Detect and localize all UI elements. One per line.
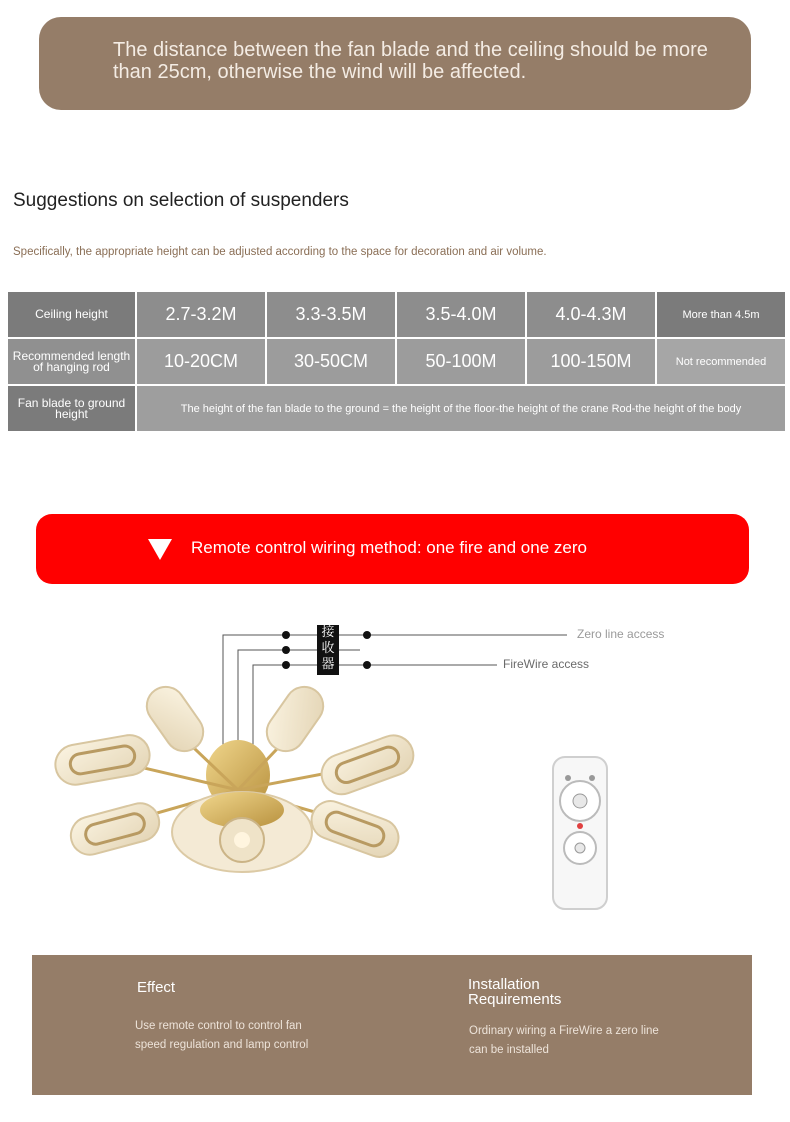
ceiling-height-label: Ceiling height — [7, 291, 136, 338]
table-cell: 10-20CM — [136, 338, 266, 385]
effect-text: Use remote control to control fan speed regulation and lamp control — [135, 1020, 309, 1051]
receiver-box: 接收器 — [317, 625, 339, 675]
zero-line-label: Zero line access — [577, 627, 665, 641]
fan-blade-ground-note: The height of the fan blade to the ground = the height of the floor-the height of the crane Rod-the height of the body — [136, 385, 786, 432]
table-cell: 50-100M — [396, 338, 526, 385]
table-cell: 3.3-3.5M — [266, 291, 396, 338]
hanging-rod-label: Recommended length of hanging rod — [7, 338, 136, 385]
table-cell: Not recommended — [656, 338, 786, 385]
install-title: Installation Requirements — [468, 976, 562, 1008]
table-cell: More than 4.5m — [656, 291, 786, 338]
fan-blade-ground-row — [7, 385, 786, 432]
wiring-diagram — [0, 600, 790, 930]
ceiling-fan-light-icon — [52, 679, 419, 872]
triangle-down-icon — [148, 539, 172, 560]
firewire-label: FireWire access — [503, 657, 590, 671]
effect-title: Effect — [137, 979, 176, 996]
table-cell: 100-150M — [526, 338, 656, 385]
table-cell: 30-50CM — [266, 338, 396, 385]
table-cell: 3.5-4.0M — [396, 291, 526, 338]
suspender-spec-table — [6, 290, 787, 433]
bottom-info-panel — [32, 955, 752, 1095]
suspenders-title: Suggestions on selection of suspenders — [13, 190, 349, 211]
table-cell: 4.0-4.3M — [526, 291, 656, 338]
hanging-rod-row — [7, 338, 786, 385]
ceiling-height-row — [7, 291, 786, 338]
table-cell: 2.7-3.2M — [136, 291, 266, 338]
install-text: Ordinary wiring a FireWire a zero line can be installed — [469, 1025, 659, 1056]
remote-control-icon — [553, 757, 607, 909]
wiring-method-banner — [36, 514, 749, 584]
distance-notice-banner — [39, 17, 751, 110]
distance-notice-text: The distance between the fan blade and the ceiling should be more than 25cm, otherwise the wind will be affected. — [113, 39, 708, 83]
suspenders-subtitle: Specifically, the appropriate height can be adjusted according to the space for decoration and air volume. — [13, 246, 547, 258]
fan-blade-ground-label: Fan blade to ground height — [7, 385, 136, 432]
wiring-method-text: Remote control wiring method: one fire and one zero — [191, 538, 587, 557]
